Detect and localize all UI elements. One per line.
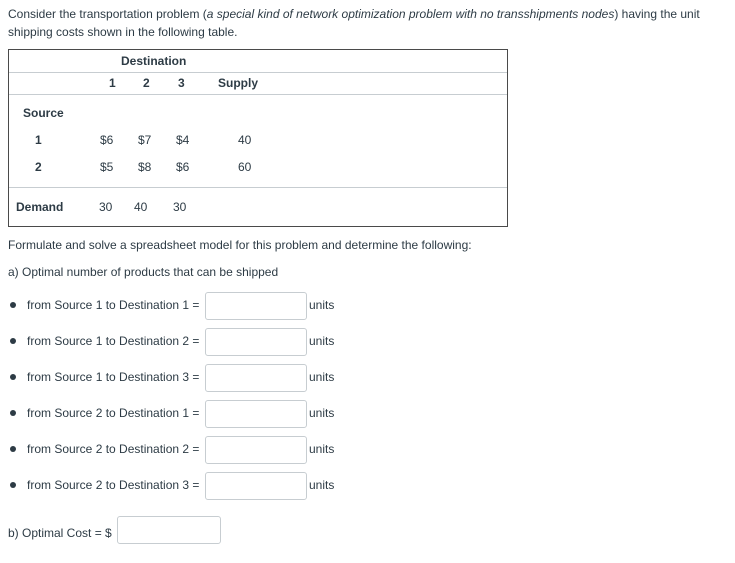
- question-label: from Source 2 to Destination 2 =: [27, 442, 200, 456]
- bullet-icon: [10, 482, 16, 488]
- part-b-label: b) Optimal Cost = $: [8, 526, 112, 540]
- answer-input-s2-d2[interactable]: [205, 436, 307, 464]
- source-2-label: 2: [35, 160, 42, 174]
- bullet-icon: [10, 374, 16, 380]
- cost-table: [8, 49, 508, 227]
- cost-s1-d3: $4: [176, 133, 190, 147]
- question-label: from Source 1 to Destination 3 =: [27, 370, 200, 384]
- cost-s1-d1: $6: [100, 133, 114, 147]
- table-divider: [9, 187, 507, 188]
- cost-s2-d3: $6: [176, 160, 190, 174]
- destination-1-header: 1: [109, 76, 116, 90]
- cost-s2-d2: $8: [138, 160, 152, 174]
- problem-intro: [8, 5, 730, 41]
- supply-s2: 60: [238, 160, 252, 174]
- supply-s1: 40: [238, 133, 252, 147]
- answer-input-s2-d1[interactable]: [205, 400, 307, 428]
- demand-d3: 30: [173, 200, 187, 214]
- answer-input-s2-d3[interactable]: [205, 472, 307, 500]
- optimal-cost-input[interactable]: [117, 516, 221, 544]
- bullet-icon: [10, 446, 16, 452]
- unit-label: units: [309, 298, 335, 312]
- part-a-heading: a) Optimal number of products that can be shipped: [8, 265, 279, 279]
- table-divider: [9, 94, 507, 95]
- unit-label: units: [309, 370, 335, 384]
- answer-input-s1-d2[interactable]: [205, 328, 307, 356]
- unit-label: units: [309, 334, 335, 348]
- demand-label: Demand: [16, 200, 64, 214]
- supply-header: Supply: [218, 76, 259, 90]
- demand-d1: 30: [99, 200, 113, 214]
- destination-3-header: 3: [178, 76, 185, 90]
- source-header: Source: [23, 106, 64, 120]
- answer-input-s1-d1[interactable]: [205, 292, 307, 320]
- destination-header: Destination: [121, 54, 187, 68]
- bullet-icon: [10, 302, 16, 308]
- unit-label: units: [309, 478, 335, 492]
- cost-s1-d2: $7: [138, 133, 152, 147]
- formulate-instruction: Formulate and solve a spreadsheet model for this problem and determine the following:: [8, 238, 472, 252]
- destination-2-header: 2: [143, 76, 150, 90]
- unit-label: units: [309, 406, 335, 420]
- cost-s2-d1: $5: [100, 160, 114, 174]
- question-label: from Source 1 to Destination 2 =: [27, 334, 200, 348]
- intro-text-italic: a special kind of network optimization problem with no transshipments nodes: [206, 7, 615, 21]
- bullet-icon: [10, 410, 16, 416]
- demand-d2: 40: [134, 200, 148, 214]
- unit-label: units: [309, 442, 335, 456]
- intro-text-start: Consider the transportation problem (: [8, 7, 207, 21]
- intro-text-end: ) having the unit shipping costs shown in the following table.: [8, 7, 700, 39]
- question-label: from Source 1 to Destination 1 =: [27, 298, 200, 312]
- answer-input-s1-d3[interactable]: [205, 364, 307, 392]
- question-label: from Source 2 to Destination 1 =: [27, 406, 200, 420]
- question-label: from Source 2 to Destination 3 =: [27, 478, 200, 492]
- source-1-label: 1: [35, 133, 42, 147]
- bullet-icon: [10, 338, 16, 344]
- table-divider: [9, 72, 507, 73]
